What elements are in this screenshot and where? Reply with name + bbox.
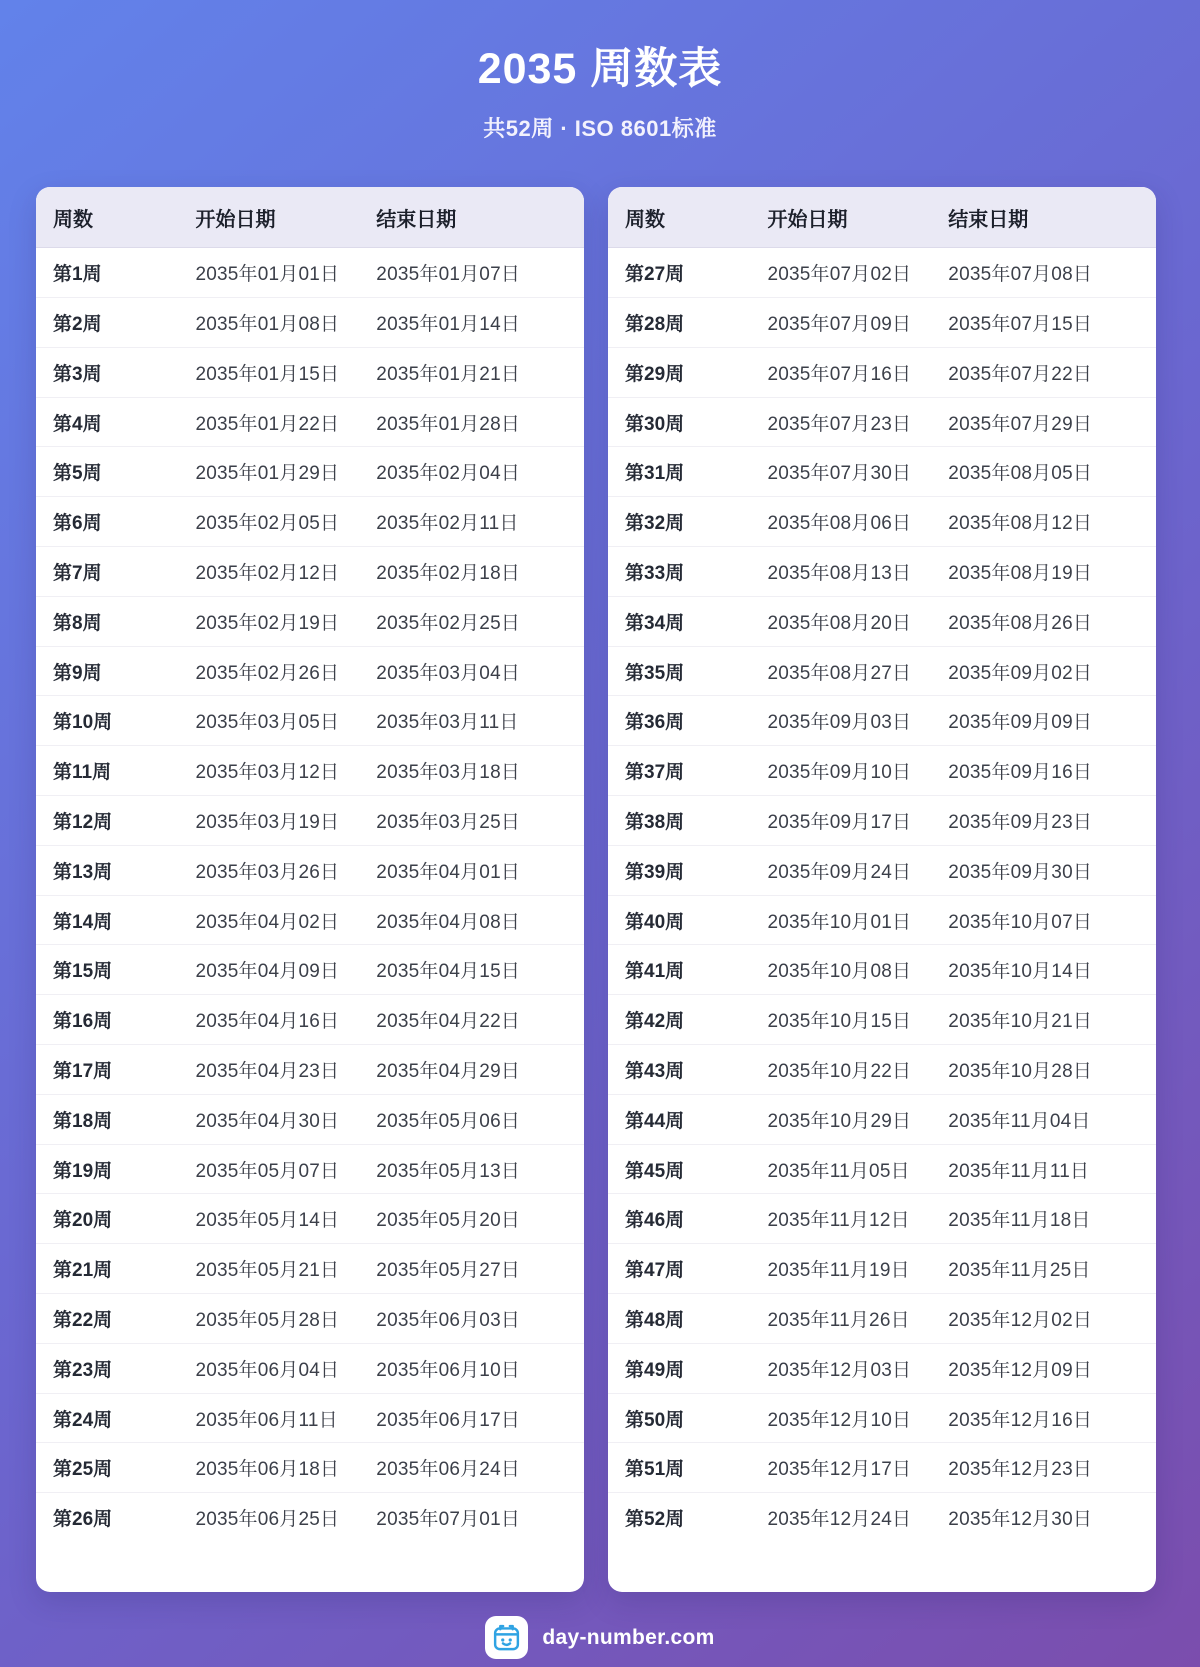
page-title: 2035 周数表: [477, 45, 723, 93]
table-row: [608, 298, 1156, 348]
table-row: [608, 696, 1156, 746]
table-row: [608, 647, 1156, 697]
end-date: 2035年09月02日: [948, 662, 1093, 684]
week-label: 第51周: [625, 1459, 685, 1481]
table-header-row: [36, 187, 584, 248]
end-date: 2035年12月23日: [948, 1459, 1093, 1481]
end-date: 2035年06月24日: [376, 1459, 521, 1481]
start-date: 2035年05月21日: [195, 1260, 340, 1282]
end-date: 2035年02月18日: [376, 562, 521, 584]
page-subtitle: 共52周 · ISO 8601标准: [483, 116, 717, 142]
table-row: [36, 995, 584, 1045]
end-date: 2035年02月25日: [376, 612, 521, 634]
end-date: 2035年06月10日: [376, 1359, 521, 1381]
start-date: 2035年06月25日: [195, 1509, 340, 1531]
start-date: 2035年11月12日: [767, 1210, 910, 1232]
week-label: 第39周: [625, 861, 685, 883]
week-label: 第52周: [625, 1509, 685, 1531]
end-date: 2035年06月17日: [376, 1409, 521, 1431]
week-label: 第34周: [625, 612, 685, 634]
week-label: 第5周: [53, 463, 102, 485]
week-label: 第50周: [625, 1409, 685, 1431]
week-label: 第43周: [625, 1060, 685, 1082]
end-date: 2035年09月30日: [948, 861, 1093, 883]
week-label: 第4周: [53, 413, 102, 435]
week-label: 第22周: [53, 1309, 113, 1331]
start-date: 2035年04月09日: [195, 961, 340, 983]
header-week: 周数: [53, 208, 93, 231]
end-date: 2035年04月08日: [376, 911, 521, 933]
end-date: 2035年06月03日: [376, 1309, 521, 1331]
week-label: 第16周: [53, 1011, 113, 1033]
table-row: [608, 796, 1156, 846]
table-row: [608, 547, 1156, 597]
start-date: 2035年10月29日: [767, 1110, 912, 1132]
start-date: 2035年04月23日: [195, 1060, 340, 1082]
end-date: 2035年05月27日: [376, 1260, 521, 1282]
end-date: 2035年11月25日: [948, 1260, 1091, 1282]
start-date: 2035年11月26日: [767, 1309, 910, 1331]
end-date: 2035年03月25日: [376, 811, 521, 833]
table-row: [36, 1045, 584, 1095]
end-date: 2035年10月21日: [948, 1011, 1093, 1033]
start-date: 2035年09月03日: [767, 712, 912, 734]
week-label: 第1周: [53, 264, 102, 286]
start-date: 2035年01月08日: [195, 313, 340, 335]
table-row: [608, 1394, 1156, 1444]
week-label: 第2周: [53, 313, 102, 335]
week-label: 第38周: [625, 811, 685, 833]
start-date: 2035年07月09日: [767, 313, 912, 335]
table-row: [608, 746, 1156, 796]
table-row: [36, 1145, 584, 1195]
end-date: 2035年10月28日: [948, 1060, 1093, 1082]
end-date: 2035年02月04日: [376, 463, 521, 485]
end-date: 2035年11月18日: [948, 1210, 1091, 1232]
end-date: 2035年08月26日: [948, 612, 1093, 634]
week-label: 第8周: [53, 612, 102, 634]
week-label: 第12周: [53, 811, 113, 833]
week-label: 第30周: [625, 413, 685, 435]
table-row: [36, 1194, 584, 1244]
table-row: [36, 1394, 584, 1444]
table-row: [608, 497, 1156, 547]
week-label: 第7周: [53, 562, 102, 584]
table-row: [608, 1294, 1156, 1344]
end-date: 2035年12月09日: [948, 1359, 1093, 1381]
week-label: 第27周: [625, 264, 685, 286]
start-date: 2035年08月13日: [767, 562, 912, 584]
end-date: 2035年01月07日: [376, 264, 521, 286]
week-label: 第6周: [53, 513, 102, 535]
end-date: 2035年07月08日: [948, 264, 1093, 286]
table-row: [36, 497, 584, 547]
week-table-body: [608, 248, 1156, 1542]
table-row: [608, 1194, 1156, 1244]
table-row: [608, 447, 1156, 497]
table-row: [36, 298, 584, 348]
end-date: 2035年01月28日: [376, 413, 521, 435]
week-table: [36, 187, 584, 1592]
start-date: 2035年07月16日: [767, 363, 912, 385]
start-date: 2035年07月02日: [767, 264, 912, 286]
table-row: [36, 1294, 584, 1344]
week-label: 第41周: [625, 961, 685, 983]
header-end-date: 结束日期: [376, 208, 457, 231]
start-date: 2035年03月19日: [195, 811, 340, 833]
header-start-date: 开始日期: [767, 208, 848, 231]
week-label: 第47周: [625, 1260, 685, 1282]
end-date: 2035年09月16日: [948, 762, 1093, 784]
start-date: 2035年10月08日: [767, 961, 912, 983]
calendar-smiley-icon: [485, 1616, 528, 1659]
week-label: 第45周: [625, 1160, 685, 1182]
end-date: 2035年03月04日: [376, 662, 521, 684]
table-row: [36, 1095, 584, 1145]
end-date: 2035年12月30日: [948, 1509, 1093, 1531]
start-date: 2035年02月26日: [195, 662, 340, 684]
start-date: 2035年01月15日: [195, 363, 340, 385]
table-row: [36, 1493, 584, 1542]
table-row: [608, 1045, 1156, 1095]
week-label: 第36周: [625, 712, 685, 734]
table-row: [608, 1443, 1156, 1493]
start-date: 2035年05月07日: [195, 1160, 340, 1182]
week-label: 第28周: [625, 313, 685, 335]
end-date: 2035年04月01日: [376, 861, 521, 883]
end-date: 2035年12月16日: [948, 1409, 1093, 1431]
week-tables-container: [36, 187, 1156, 1592]
week-label: 第20周: [53, 1210, 113, 1232]
table-row: [36, 398, 584, 448]
start-date: 2035年08月27日: [767, 662, 912, 684]
start-date: 2035年11月05日: [767, 1160, 910, 1182]
table-row: [36, 1244, 584, 1294]
start-date: 2035年09月17日: [767, 811, 912, 833]
week-label: 第19周: [53, 1160, 113, 1182]
table-row: [36, 248, 584, 298]
start-date: 2035年09月10日: [767, 762, 912, 784]
week-table: [608, 187, 1156, 1592]
week-table-body: [36, 248, 584, 1542]
end-date: 2035年07月15日: [948, 313, 1093, 335]
table-row: [608, 995, 1156, 1045]
table-row: [36, 547, 584, 597]
end-date: 2035年08月12日: [948, 513, 1093, 535]
week-label: 第31周: [625, 463, 685, 485]
end-date: 2035年05月06日: [376, 1110, 521, 1132]
end-date: 2035年09月23日: [948, 811, 1093, 833]
start-date: 2035年03月12日: [195, 762, 340, 784]
start-date: 2035年03月05日: [195, 712, 340, 734]
end-date: 2035年11月11日: [948, 1160, 1090, 1182]
start-date: 2035年02月19日: [195, 612, 340, 634]
end-date: 2035年07月22日: [948, 363, 1093, 385]
end-date: 2035年07月29日: [948, 413, 1093, 435]
week-label: 第32周: [625, 513, 685, 535]
end-date: 2035年08月05日: [948, 463, 1093, 485]
week-label: 第11周: [53, 762, 112, 784]
start-date: 2035年08月20日: [767, 612, 912, 634]
start-date: 2035年06月04日: [195, 1359, 340, 1381]
end-date: 2035年09月09日: [948, 712, 1093, 734]
start-date: 2035年04月16日: [195, 1011, 340, 1033]
week-label: 第42周: [625, 1011, 685, 1033]
end-date: 2035年10月14日: [948, 961, 1093, 983]
end-date: 2035年11月04日: [948, 1110, 1091, 1132]
table-row: [36, 1443, 584, 1493]
end-date: 2035年04月22日: [376, 1011, 521, 1033]
week-label: 第10周: [53, 712, 113, 734]
start-date: 2035年01月22日: [195, 413, 340, 435]
week-label: 第14周: [53, 911, 113, 933]
week-label: 第49周: [625, 1359, 685, 1381]
header-start-date: 开始日期: [195, 208, 276, 231]
table-row: [608, 1145, 1156, 1195]
start-date: 2035年10月01日: [767, 911, 912, 933]
start-date: 2035年12月24日: [767, 1509, 912, 1531]
table-row: [608, 398, 1156, 448]
table-row: [36, 447, 584, 497]
end-date: 2035年02月11日: [376, 513, 519, 535]
table-row: [608, 945, 1156, 995]
start-date: 2035年01月29日: [195, 463, 340, 485]
table-row: [36, 647, 584, 697]
start-date: 2035年02月05日: [195, 513, 340, 535]
week-label: 第44周: [625, 1110, 685, 1132]
start-date: 2035年10月22日: [767, 1060, 912, 1082]
table-row: [36, 846, 584, 896]
table-row: [36, 597, 584, 647]
week-label: 第17周: [53, 1060, 113, 1082]
start-date: 2035年06月18日: [195, 1459, 340, 1481]
start-date: 2035年12月03日: [767, 1359, 912, 1381]
table-row: [36, 796, 584, 846]
page-header: [0, 0, 1200, 143]
end-date: 2035年05月20日: [376, 1210, 521, 1232]
end-date: 2035年01月21日: [376, 363, 521, 385]
table-row: [608, 1095, 1156, 1145]
start-date: 2035年09月24日: [767, 861, 912, 883]
start-date: 2035年05月14日: [195, 1210, 340, 1232]
table-row: [36, 896, 584, 946]
end-date: 2035年08月19日: [948, 562, 1093, 584]
table-row: [36, 746, 584, 796]
week-label: 第37周: [625, 762, 685, 784]
week-label: 第29周: [625, 363, 685, 385]
week-label: 第9周: [53, 662, 102, 684]
start-date: 2035年08月06日: [767, 513, 912, 535]
start-date: 2035年04月02日: [195, 911, 340, 933]
start-date: 2035年10月15日: [767, 1011, 912, 1033]
footer: [0, 1616, 1200, 1659]
start-date: 2035年03月26日: [195, 861, 340, 883]
week-label: 第46周: [625, 1210, 685, 1232]
week-label: 第26周: [53, 1509, 113, 1531]
table-row: [608, 348, 1156, 398]
start-date: 2035年02月12日: [195, 562, 340, 584]
end-date: 2035年12月02日: [948, 1309, 1093, 1331]
header-end-date: 结束日期: [948, 208, 1029, 231]
week-label: 第35周: [625, 662, 685, 684]
start-date: 2035年07月23日: [767, 413, 912, 435]
week-label: 第3周: [53, 363, 102, 385]
start-date: 2035年12月17日: [767, 1459, 912, 1481]
start-date: 2035年12月10日: [767, 1409, 912, 1431]
table-row: [36, 696, 584, 746]
end-date: 2035年04月29日: [376, 1060, 521, 1082]
week-label: 第48周: [625, 1309, 685, 1331]
table-row: [608, 1344, 1156, 1394]
week-label: 第23周: [53, 1359, 113, 1381]
table-row: [608, 896, 1156, 946]
start-date: 2035年06月11日: [195, 1409, 338, 1431]
end-date: 2035年07月01日: [376, 1509, 521, 1531]
table-row: [36, 945, 584, 995]
table-row: [36, 348, 584, 398]
week-label: 第24周: [53, 1409, 113, 1431]
site-name: day-number.com: [542, 1625, 715, 1649]
table-row: [36, 1344, 584, 1394]
end-date: 2035年05月13日: [376, 1160, 521, 1182]
week-label: 第40周: [625, 911, 685, 933]
end-date: 2035年10月07日: [948, 911, 1093, 933]
start-date: 2035年01月01日: [195, 264, 340, 286]
table-row: [608, 846, 1156, 896]
end-date: 2035年01月14日: [376, 313, 521, 335]
header-week: 周数: [625, 208, 665, 231]
start-date: 2035年05月28日: [195, 1309, 340, 1331]
week-label: 第15周: [53, 961, 113, 983]
end-date: 2035年03月18日: [376, 762, 521, 784]
start-date: 2035年04月30日: [195, 1110, 340, 1132]
week-label: 第21周: [53, 1260, 113, 1282]
start-date: 2035年11月19日: [767, 1260, 910, 1282]
end-date: 2035年04月15日: [376, 961, 521, 983]
table-row: [608, 248, 1156, 298]
table-row: [608, 1493, 1156, 1542]
week-label: 第33周: [625, 562, 685, 584]
end-date: 2035年03月11日: [376, 712, 519, 734]
week-label: 第25周: [53, 1459, 113, 1481]
start-date: 2035年07月30日: [767, 463, 912, 485]
table-header-row: [608, 187, 1156, 248]
week-label: 第13周: [53, 861, 113, 883]
table-row: [608, 1244, 1156, 1294]
week-label: 第18周: [53, 1110, 113, 1132]
table-row: [608, 597, 1156, 647]
